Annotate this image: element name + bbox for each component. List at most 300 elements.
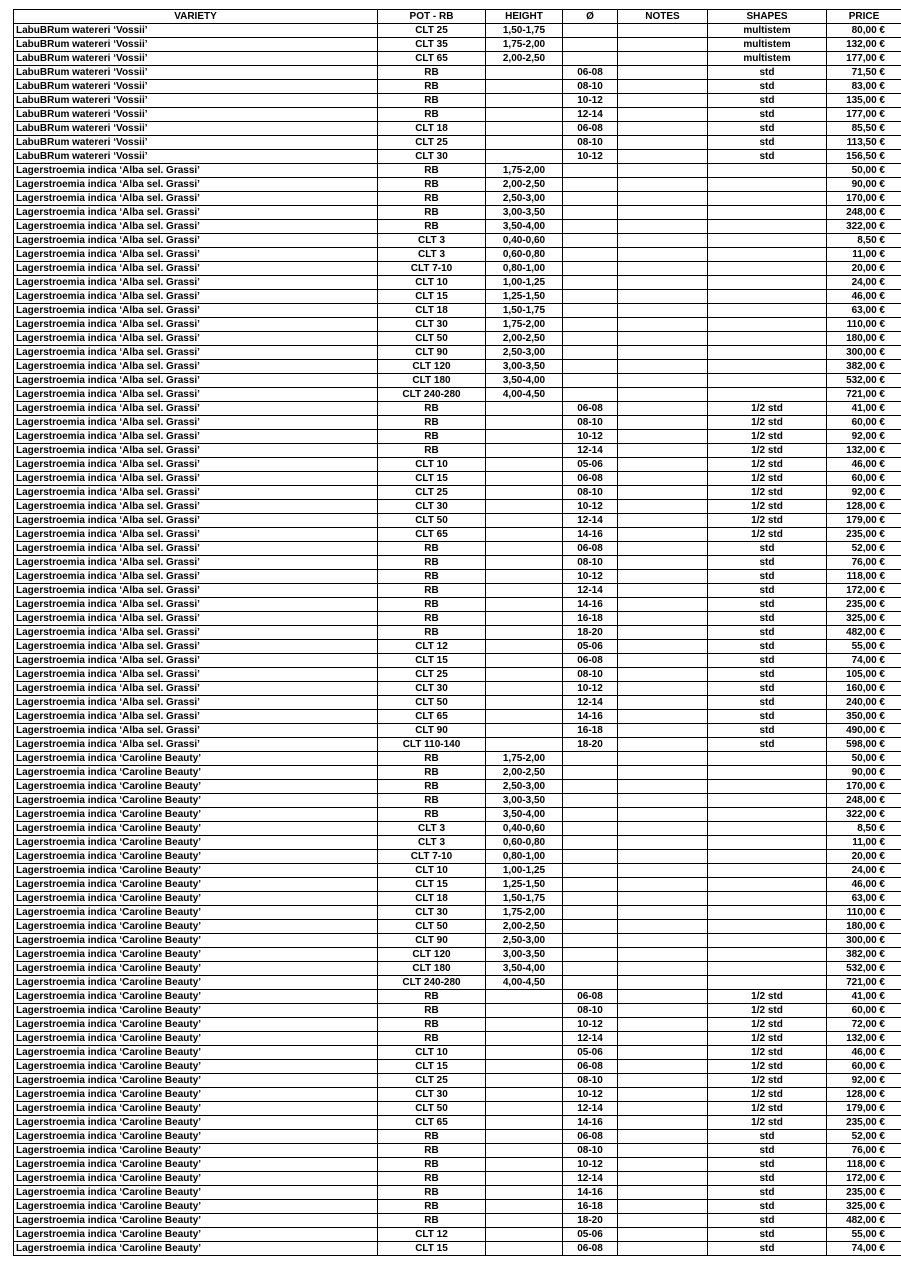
price-cell: 248,00 € — [827, 794, 901, 808]
diameter-cell — [563, 864, 618, 878]
variety-cell: Lagerstroemia indica ‘Caroline Beauty’ — [14, 1004, 378, 1018]
notes-cell — [618, 654, 708, 668]
pot-cell: CLT 18 — [378, 892, 486, 906]
diameter-cell — [563, 360, 618, 374]
notes-cell — [618, 248, 708, 262]
notes-cell — [618, 1186, 708, 1200]
price-cell: 128,00 € — [827, 1088, 901, 1102]
shape-cell — [708, 836, 827, 850]
price-cell: 60,00 € — [827, 472, 901, 486]
height-cell: 2,00-2,50 — [486, 332, 563, 346]
table-row — [14, 864, 901, 878]
height-cell — [486, 542, 563, 556]
notes-cell — [618, 122, 708, 136]
diameter-cell: 10-12 — [563, 1158, 618, 1172]
table-row — [14, 262, 901, 276]
diameter-cell: 08-10 — [563, 1074, 618, 1088]
pot-cell: CLT 30 — [378, 1088, 486, 1102]
variety-cell: Lagerstroemia indica ‘Alba sel. Grassi’ — [14, 360, 378, 374]
price-cell: 110,00 € — [827, 318, 901, 332]
notes-cell — [618, 794, 708, 808]
variety-cell: Lagerstroemia indica ‘Caroline Beauty’ — [14, 1144, 378, 1158]
variety-cell: Lagerstroemia indica ‘Caroline Beauty’ — [14, 864, 378, 878]
height-cell — [486, 444, 563, 458]
shape-cell: std — [708, 1130, 827, 1144]
diameter-cell: 06-08 — [563, 1060, 618, 1074]
diameter-cell — [563, 794, 618, 808]
pot-cell: CLT 180 — [378, 374, 486, 388]
variety-cell: Lagerstroemia indica ‘Alba sel. Grassi’ — [14, 402, 378, 416]
height-cell: 1,75-2,00 — [486, 164, 563, 178]
height-cell — [486, 80, 563, 94]
diameter-cell: 12-14 — [563, 584, 618, 598]
height-cell: 2,50-3,00 — [486, 780, 563, 794]
table-row — [14, 1144, 901, 1158]
table-row — [14, 178, 901, 192]
table-row — [14, 136, 901, 150]
pot-cell: CLT 240-280 — [378, 388, 486, 402]
diameter-cell: 14-16 — [563, 710, 618, 724]
pot-cell: RB — [378, 1004, 486, 1018]
pot-cell: CLT 25 — [378, 24, 486, 38]
diameter-cell: 05-06 — [563, 1228, 618, 1242]
table-row — [14, 598, 901, 612]
variety-cell: Lagerstroemia indica ‘Alba sel. Grassi’ — [14, 542, 378, 556]
notes-cell — [618, 1088, 708, 1102]
pot-cell: RB — [378, 752, 486, 766]
height-cell: 3,50-4,00 — [486, 962, 563, 976]
column-header-pot: POT - RB — [378, 10, 486, 24]
price-cell: 46,00 € — [827, 458, 901, 472]
height-cell — [486, 458, 563, 472]
price-cell: 92,00 € — [827, 1074, 901, 1088]
variety-cell: Lagerstroemia indica ‘Caroline Beauty’ — [14, 794, 378, 808]
shape-cell — [708, 276, 827, 290]
notes-cell — [618, 822, 708, 836]
price-cell: 50,00 € — [827, 164, 901, 178]
price-cell: 85,50 € — [827, 122, 901, 136]
table-row — [14, 1214, 901, 1228]
notes-cell — [618, 360, 708, 374]
shape-cell — [708, 934, 827, 948]
pot-cell: RB — [378, 1158, 486, 1172]
height-cell — [486, 990, 563, 1004]
notes-cell — [618, 66, 708, 80]
price-cell: 482,00 € — [827, 626, 901, 640]
table-row — [14, 654, 901, 668]
variety-cell: Lagerstroemia indica ‘Caroline Beauty’ — [14, 1074, 378, 1088]
price-cell: 50,00 € — [827, 752, 901, 766]
shape-cell: std — [708, 1214, 827, 1228]
notes-cell — [618, 780, 708, 794]
diameter-cell — [563, 192, 618, 206]
notes-cell — [618, 850, 708, 864]
pot-cell: CLT 25 — [378, 1074, 486, 1088]
notes-cell — [618, 1074, 708, 1088]
pot-cell: CLT 30 — [378, 500, 486, 514]
variety-cell: Lagerstroemia indica ‘Alba sel. Grassi’ — [14, 318, 378, 332]
variety-cell: Lagerstroemia indica ‘Alba sel. Grassi’ — [14, 598, 378, 612]
variety-cell: Lagerstroemia indica ‘Caroline Beauty’ — [14, 1032, 378, 1046]
notes-cell — [618, 416, 708, 430]
diameter-cell: 10-12 — [563, 1088, 618, 1102]
pot-cell: CLT 7-10 — [378, 850, 486, 864]
diameter-cell: 10-12 — [563, 1018, 618, 1032]
column-header-shapes: SHAPES — [708, 10, 827, 24]
pot-cell: CLT 10 — [378, 458, 486, 472]
shape-cell: 1/2 std — [708, 514, 827, 528]
diameter-cell: 08-10 — [563, 136, 618, 150]
diameter-cell: 12-14 — [563, 1102, 618, 1116]
height-cell — [486, 1242, 563, 1256]
pot-cell: RB — [378, 626, 486, 640]
pot-cell: CLT 25 — [378, 136, 486, 150]
table-row — [14, 780, 901, 794]
diameter-cell — [563, 38, 618, 52]
price-cell: 132,00 € — [827, 38, 901, 52]
table-row — [14, 1200, 901, 1214]
variety-cell: Lagerstroemia indica ‘Alba sel. Grassi’ — [14, 234, 378, 248]
diameter-cell: 10-12 — [563, 94, 618, 108]
notes-cell — [618, 388, 708, 402]
diameter-cell: 14-16 — [563, 1116, 618, 1130]
variety-cell: Lagerstroemia indica ‘Alba sel. Grassi’ — [14, 640, 378, 654]
variety-cell: Lagerstroemia indica ‘Alba sel. Grassi’ — [14, 668, 378, 682]
diameter-cell: 10-12 — [563, 150, 618, 164]
height-cell: 3,00-3,50 — [486, 206, 563, 220]
height-cell: 4,00-4,50 — [486, 976, 563, 990]
price-cell: 180,00 € — [827, 332, 901, 346]
notes-cell — [618, 640, 708, 654]
price-cell: 11,00 € — [827, 836, 901, 850]
price-cell: 325,00 € — [827, 1200, 901, 1214]
notes-cell — [618, 206, 708, 220]
price-cell: 532,00 € — [827, 962, 901, 976]
price-cell: 118,00 € — [827, 570, 901, 584]
height-cell: 3,50-4,00 — [486, 374, 563, 388]
shape-cell: std — [708, 668, 827, 682]
pot-cell: CLT 50 — [378, 332, 486, 346]
diameter-cell — [563, 220, 618, 234]
diameter-cell — [563, 850, 618, 864]
shape-cell — [708, 290, 827, 304]
notes-cell — [618, 52, 708, 66]
table-row — [14, 1060, 901, 1074]
height-cell — [486, 598, 563, 612]
table-row — [14, 94, 901, 108]
price-cell: 132,00 € — [827, 1032, 901, 1046]
notes-cell — [618, 808, 708, 822]
pot-cell: RB — [378, 808, 486, 822]
height-cell — [486, 472, 563, 486]
pot-cell: CLT 3 — [378, 248, 486, 262]
variety-cell: Lagerstroemia indica ‘Caroline Beauty’ — [14, 1158, 378, 1172]
pot-cell: RB — [378, 444, 486, 458]
notes-cell — [618, 262, 708, 276]
notes-cell — [618, 528, 708, 542]
height-cell — [486, 1102, 563, 1116]
price-cell: 160,00 € — [827, 682, 901, 696]
shape-cell — [708, 262, 827, 276]
diameter-cell: 08-10 — [563, 668, 618, 682]
shape-cell: std — [708, 94, 827, 108]
shape-cell: std — [708, 738, 827, 752]
variety-cell: Lagerstroemia indica ‘Caroline Beauty’ — [14, 1046, 378, 1060]
pot-cell: CLT 50 — [378, 514, 486, 528]
column-header-height: HEIGHT — [486, 10, 563, 24]
notes-cell — [618, 94, 708, 108]
shape-cell — [708, 346, 827, 360]
height-cell: 1,75-2,00 — [486, 906, 563, 920]
height-cell — [486, 626, 563, 640]
variety-cell: Lagerstroemia indica ‘Caroline Beauty’ — [14, 934, 378, 948]
shape-cell — [708, 178, 827, 192]
variety-cell: Lagerstroemia indica ‘Alba sel. Grassi’ — [14, 304, 378, 318]
price-cell: 172,00 € — [827, 1172, 901, 1186]
table-row — [14, 794, 901, 808]
table-row — [14, 444, 901, 458]
diameter-cell — [563, 248, 618, 262]
height-cell: 0,80-1,00 — [486, 850, 563, 864]
height-cell: 3,00-3,50 — [486, 360, 563, 374]
shape-cell: std — [708, 1228, 827, 1242]
column-header-variety: VARIETY — [14, 10, 378, 24]
shape-cell — [708, 892, 827, 906]
pot-cell: CLT 50 — [378, 696, 486, 710]
table-row — [14, 290, 901, 304]
pot-cell: RB — [378, 178, 486, 192]
pot-cell: RB — [378, 416, 486, 430]
height-cell — [486, 556, 563, 570]
variety-cell: Lagerstroemia indica ‘Alba sel. Grassi’ — [14, 374, 378, 388]
pot-cell: CLT 18 — [378, 122, 486, 136]
notes-cell — [618, 1060, 708, 1074]
diameter-cell: 10-12 — [563, 430, 618, 444]
height-cell: 3,50-4,00 — [486, 220, 563, 234]
pot-cell: CLT 25 — [378, 668, 486, 682]
price-cell: 721,00 € — [827, 976, 901, 990]
price-cell: 46,00 € — [827, 1046, 901, 1060]
shape-cell: 1/2 std — [708, 472, 827, 486]
notes-cell — [618, 1144, 708, 1158]
variety-cell: Lagerstroemia indica ‘Caroline Beauty’ — [14, 920, 378, 934]
height-cell — [486, 1158, 563, 1172]
notes-cell — [618, 1046, 708, 1060]
variety-cell: Lagerstroemia indica ‘Caroline Beauty’ — [14, 752, 378, 766]
height-cell — [486, 738, 563, 752]
shape-cell: 1/2 std — [708, 402, 827, 416]
notes-cell — [618, 514, 708, 528]
variety-cell: Lagerstroemia indica ‘Alba sel. Grassi’ — [14, 472, 378, 486]
variety-cell: Lagerstroemia indica ‘Alba sel. Grassi’ — [14, 290, 378, 304]
shape-cell — [708, 962, 827, 976]
diameter-cell: 18-20 — [563, 626, 618, 640]
column-header-diameter: Ø — [563, 10, 618, 24]
diameter-cell: 05-06 — [563, 1046, 618, 1060]
table-row — [14, 1074, 901, 1088]
pot-cell: CLT 10 — [378, 276, 486, 290]
variety-cell: Lagerstroemia indica ‘Alba sel. Grassi’ — [14, 388, 378, 402]
shape-cell — [708, 332, 827, 346]
notes-cell — [618, 836, 708, 850]
diameter-cell: 14-16 — [563, 598, 618, 612]
table-row — [14, 1088, 901, 1102]
shape-cell: 1/2 std — [708, 444, 827, 458]
diameter-cell — [563, 304, 618, 318]
height-cell: 1,50-1,75 — [486, 892, 563, 906]
pot-cell: CLT 240-280 — [378, 976, 486, 990]
table-row — [14, 696, 901, 710]
height-cell — [486, 1186, 563, 1200]
pot-cell: CLT 30 — [378, 682, 486, 696]
notes-cell — [618, 318, 708, 332]
shape-cell: 1/2 std — [708, 1018, 827, 1032]
variety-cell: Lagerstroemia indica ‘Caroline Beauty’ — [14, 962, 378, 976]
price-cell: 90,00 € — [827, 178, 901, 192]
pot-cell: CLT 15 — [378, 878, 486, 892]
table-row — [14, 710, 901, 724]
price-cell: 74,00 € — [827, 1242, 901, 1256]
price-cell: 482,00 € — [827, 1214, 901, 1228]
table-row — [14, 892, 901, 906]
table-row — [14, 990, 901, 1004]
diameter-cell: 18-20 — [563, 738, 618, 752]
price-list-table — [13, 9, 901, 1256]
pot-cell: RB — [378, 780, 486, 794]
diameter-cell — [563, 962, 618, 976]
pot-cell: CLT 65 — [378, 710, 486, 724]
price-cell: 20,00 € — [827, 262, 901, 276]
height-cell — [486, 402, 563, 416]
shape-cell: std — [708, 570, 827, 584]
diameter-cell — [563, 766, 618, 780]
notes-cell — [618, 1004, 708, 1018]
height-cell — [486, 724, 563, 738]
height-cell — [486, 612, 563, 626]
height-cell: 1,50-1,75 — [486, 304, 563, 318]
table-row — [14, 878, 901, 892]
notes-cell — [618, 402, 708, 416]
pot-cell: RB — [378, 402, 486, 416]
table-row — [14, 66, 901, 80]
diameter-cell — [563, 178, 618, 192]
table-row — [14, 612, 901, 626]
pot-cell: CLT 10 — [378, 1046, 486, 1060]
variety-cell: Lagerstroemia indica ‘Alba sel. Grassi’ — [14, 710, 378, 724]
table-row — [14, 514, 901, 528]
diameter-cell — [563, 234, 618, 248]
diameter-cell: 06-08 — [563, 990, 618, 1004]
variety-cell: Lagerstroemia indica ‘Caroline Beauty’ — [14, 948, 378, 962]
notes-cell — [618, 276, 708, 290]
notes-cell — [618, 612, 708, 626]
shape-cell: 1/2 std — [708, 1060, 827, 1074]
notes-cell — [618, 486, 708, 500]
shape-cell — [708, 822, 827, 836]
pot-cell: RB — [378, 1032, 486, 1046]
diameter-cell: 06-08 — [563, 1130, 618, 1144]
pot-cell: RB — [378, 164, 486, 178]
pot-cell: CLT 3 — [378, 836, 486, 850]
price-cell: 322,00 € — [827, 220, 901, 234]
variety-cell: Lagerstroemia indica ‘Alba sel. Grassi’ — [14, 682, 378, 696]
table-row — [14, 1116, 901, 1130]
price-cell: 490,00 € — [827, 724, 901, 738]
height-cell: 4,00-4,50 — [486, 388, 563, 402]
diameter-cell: 12-14 — [563, 1032, 618, 1046]
notes-cell — [618, 80, 708, 94]
height-cell: 3,50-4,00 — [486, 808, 563, 822]
table-row — [14, 122, 901, 136]
notes-cell — [618, 710, 708, 724]
price-cell: 128,00 € — [827, 500, 901, 514]
shape-cell: std — [708, 626, 827, 640]
pot-cell: RB — [378, 1144, 486, 1158]
variety-cell: Lagerstroemia indica ‘Alba sel. Grassi’ — [14, 556, 378, 570]
price-cell: 532,00 € — [827, 374, 901, 388]
price-cell: 382,00 € — [827, 360, 901, 374]
shape-cell: std — [708, 66, 827, 80]
price-cell: 235,00 € — [827, 528, 901, 542]
table-row — [14, 416, 901, 430]
pot-cell: CLT 15 — [378, 1242, 486, 1256]
pot-cell: CLT 35 — [378, 38, 486, 52]
pot-cell: RB — [378, 794, 486, 808]
height-cell: 1,00-1,25 — [486, 276, 563, 290]
price-cell: 132,00 € — [827, 444, 901, 458]
price-cell: 135,00 € — [827, 94, 901, 108]
table-row — [14, 24, 901, 38]
variety-cell: Lagerstroemia indica ‘Alba sel. Grassi’ — [14, 738, 378, 752]
notes-cell — [618, 500, 708, 514]
shape-cell: 1/2 std — [708, 1102, 827, 1116]
price-cell: 325,00 € — [827, 612, 901, 626]
variety-cell: Lagerstroemia indica ‘Alba sel. Grassi’ — [14, 332, 378, 346]
height-cell: 1,00-1,25 — [486, 864, 563, 878]
table-row — [14, 206, 901, 220]
price-cell: 60,00 € — [827, 1004, 901, 1018]
table-row — [14, 402, 901, 416]
table-row — [14, 150, 901, 164]
price-cell: 300,00 € — [827, 934, 901, 948]
table-row — [14, 1102, 901, 1116]
variety-cell: Lagerstroemia indica ‘Alba sel. Grassi’ — [14, 248, 378, 262]
shape-cell: std — [708, 724, 827, 738]
diameter-cell — [563, 164, 618, 178]
table-row — [14, 1172, 901, 1186]
variety-cell: Lagerstroemia indica ‘Caroline Beauty’ — [14, 766, 378, 780]
variety-cell: Lagerstroemia indica ‘Alba sel. Grassi’ — [14, 262, 378, 276]
price-cell: 180,00 € — [827, 920, 901, 934]
variety-cell: Lagerstroemia indica ‘Alba sel. Grassi’ — [14, 500, 378, 514]
height-cell — [486, 66, 563, 80]
table-row — [14, 626, 901, 640]
notes-cell — [618, 934, 708, 948]
price-cell: 235,00 € — [827, 1186, 901, 1200]
notes-cell — [618, 864, 708, 878]
table-row — [14, 220, 901, 234]
notes-cell — [618, 1214, 708, 1228]
pot-cell: RB — [378, 430, 486, 444]
height-cell — [486, 1018, 563, 1032]
pot-cell: RB — [378, 192, 486, 206]
price-cell: 60,00 € — [827, 1060, 901, 1074]
shape-cell — [708, 976, 827, 990]
shape-cell: std — [708, 1172, 827, 1186]
height-cell — [486, 416, 563, 430]
pot-cell: RB — [378, 1200, 486, 1214]
notes-cell — [618, 290, 708, 304]
